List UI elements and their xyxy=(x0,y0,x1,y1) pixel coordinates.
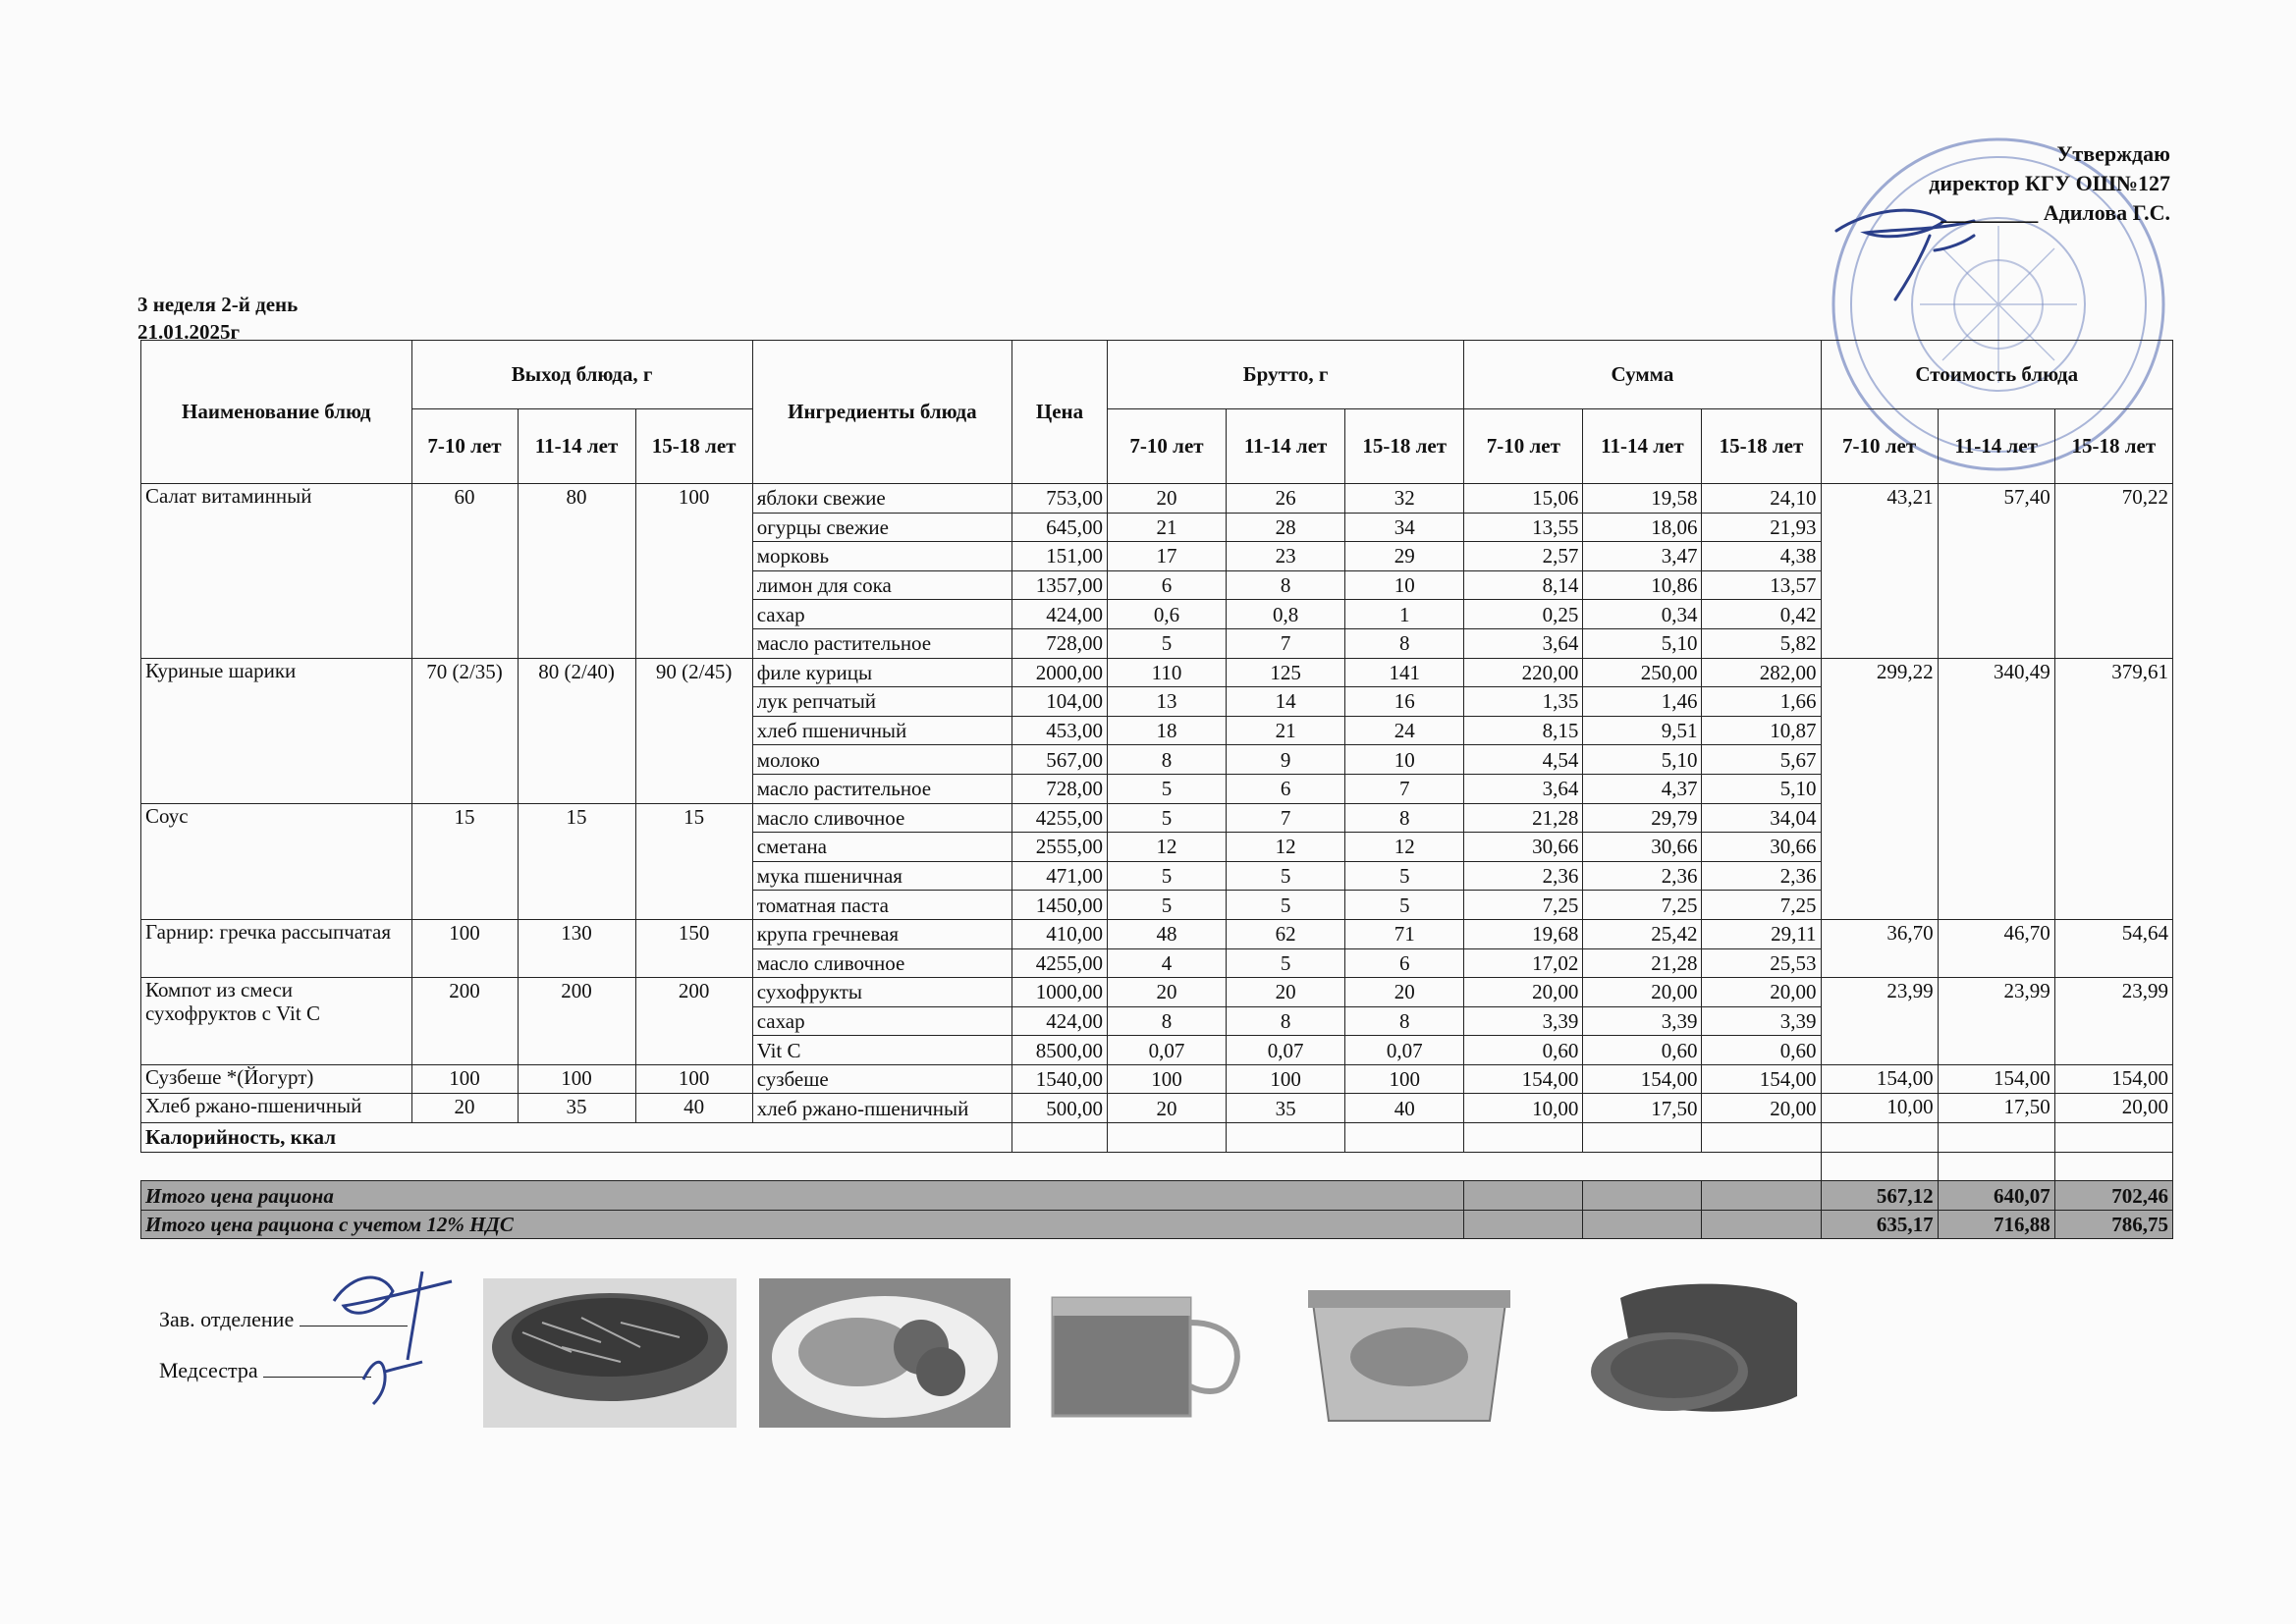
ingredient-sum: 3,64 xyxy=(1464,774,1583,803)
ingredient-brutto: 20 xyxy=(1227,978,1345,1007)
ingredient-name: хлеб пшеничный xyxy=(752,716,1011,745)
ingredient-brutto: 20 xyxy=(1345,978,1464,1007)
ingredient-sum: 20,00 xyxy=(1702,1094,1821,1123)
total-vat-value: 786,75 xyxy=(2054,1210,2172,1239)
ingredient-brutto: 0,07 xyxy=(1107,1036,1226,1065)
ingredient-brutto: 26 xyxy=(1227,484,1345,514)
dish-output: 15 xyxy=(518,803,635,919)
ingredient-price: 453,00 xyxy=(1012,716,1108,745)
dish-cost: 23,99 xyxy=(2054,978,2172,1065)
ingredient-brutto: 6 xyxy=(1107,570,1226,600)
ingredient-name: морковь xyxy=(752,542,1011,571)
ingredient-brutto: 21 xyxy=(1107,513,1226,542)
ingredient-price: 424,00 xyxy=(1012,600,1108,629)
ingredient-sum: 4,38 xyxy=(1702,542,1821,571)
ingredient-brutto: 7 xyxy=(1227,803,1345,833)
ingredient-sum: 1,66 xyxy=(1702,687,1821,717)
header-age: 11-14 лет xyxy=(1938,409,2054,484)
ingredient-sum: 9,51 xyxy=(1583,716,1702,745)
ingredient-row xyxy=(141,919,2173,948)
ingredient-price: 4255,00 xyxy=(1012,803,1108,833)
dish-cost: 20,00 xyxy=(2054,1094,2172,1123)
ingredient-name: крупа гречневая xyxy=(752,919,1011,948)
ingredient-name: яблоки свежие xyxy=(752,484,1011,514)
dish-output: 80 xyxy=(518,484,635,659)
menu-body xyxy=(141,484,2173,1123)
ingredient-price: 104,00 xyxy=(1012,687,1108,717)
dish-name: Салат витаминный xyxy=(141,484,412,659)
ingredient-name: масло сливочное xyxy=(752,948,1011,978)
calories-label: Калорийность, ккал xyxy=(141,1123,1012,1153)
header-age: 15-18 лет xyxy=(1702,409,1821,484)
header-age: 15-18 лет xyxy=(635,409,752,484)
ingredient-sum: 2,36 xyxy=(1583,861,1702,891)
ingredient-sum: 5,10 xyxy=(1583,745,1702,775)
ingredient-sum: 5,82 xyxy=(1702,628,1821,658)
ingredient-brutto: 12 xyxy=(1227,833,1345,862)
ingredient-sum: 24,10 xyxy=(1702,484,1821,514)
approval-position: директор КГУ ОШ№127 xyxy=(1929,171,2170,195)
ingredient-name: сметана xyxy=(752,833,1011,862)
dish-name: Сузбеше *(Йогурт) xyxy=(141,1064,412,1094)
ingredient-brutto: 7 xyxy=(1227,628,1345,658)
menu-table xyxy=(140,340,2173,1239)
ingredient-price: 2000,00 xyxy=(1012,658,1108,687)
ingredient-sum: 10,86 xyxy=(1583,570,1702,600)
ingredient-brutto: 8 xyxy=(1107,1006,1226,1036)
ingredient-sum: 19,68 xyxy=(1464,919,1583,948)
ingredient-brutto: 0,07 xyxy=(1227,1036,1345,1065)
dish-output: 100 xyxy=(411,919,518,977)
ingredient-price: 471,00 xyxy=(1012,861,1108,891)
ingredient-brutto: 16 xyxy=(1345,687,1464,717)
ingredient-brutto: 34 xyxy=(1345,513,1464,542)
ingredient-brutto: 12 xyxy=(1107,833,1226,862)
ingredient-name: томатная паста xyxy=(752,891,1011,920)
ingredient-brutto: 32 xyxy=(1345,484,1464,514)
ingredient-sum: 29,79 xyxy=(1583,803,1702,833)
ingredient-sum: 154,00 xyxy=(1702,1064,1821,1094)
ingredient-sum: 0,25 xyxy=(1464,600,1583,629)
ingredient-sum: 5,67 xyxy=(1702,745,1821,775)
ingredient-sum: 3,39 xyxy=(1702,1006,1821,1036)
ingredient-sum: 17,02 xyxy=(1464,948,1583,978)
compote-photo xyxy=(1033,1278,1259,1428)
ingredient-brutto: 71 xyxy=(1345,919,1464,948)
dish-cost: 54,64 xyxy=(2054,919,2172,977)
dish-output: 80 (2/40) xyxy=(518,658,635,803)
ingredient-sum: 0,60 xyxy=(1702,1036,1821,1065)
ingredient-brutto: 5 xyxy=(1227,861,1345,891)
ingredient-sum: 2,57 xyxy=(1464,542,1583,571)
dish-output: 90 (2/45) xyxy=(635,658,752,803)
ingredient-brutto: 5 xyxy=(1107,774,1226,803)
ingredient-sum: 25,42 xyxy=(1583,919,1702,948)
footer-signature-scribbles xyxy=(324,1262,471,1409)
dish-cost: 340,49 xyxy=(1938,658,2054,919)
ingredient-sum: 10,87 xyxy=(1702,716,1821,745)
calories-row xyxy=(141,1123,2173,1153)
ingredient-sum: 19,58 xyxy=(1583,484,1702,514)
ingredient-name: масло сливочное xyxy=(752,803,1011,833)
ingredient-price: 4255,00 xyxy=(1012,948,1108,978)
ingredient-price: 728,00 xyxy=(1012,628,1108,658)
ingredient-brutto: 141 xyxy=(1345,658,1464,687)
ingredient-sum: 15,06 xyxy=(1464,484,1583,514)
header-price: Цена xyxy=(1012,341,1108,484)
dish-output: 100 xyxy=(635,484,752,659)
ingredient-name: масло растительное xyxy=(752,628,1011,658)
ingredient-brutto: 18 xyxy=(1107,716,1226,745)
dish-output: 40 xyxy=(635,1094,752,1123)
ingredient-price: 1357,00 xyxy=(1012,570,1108,600)
ingredient-sum: 250,00 xyxy=(1583,658,1702,687)
ingredient-price: 410,00 xyxy=(1012,919,1108,948)
ingredient-sum: 17,50 xyxy=(1583,1094,1702,1123)
ingredient-name: сахар xyxy=(752,600,1011,629)
ingredient-brutto: 9 xyxy=(1227,745,1345,775)
ingredient-brutto: 5 xyxy=(1345,861,1464,891)
header-age: 15-18 лет xyxy=(1345,409,1464,484)
ingredient-sum: 0,42 xyxy=(1702,600,1821,629)
day-info xyxy=(137,291,298,346)
ingredient-brutto: 0,07 xyxy=(1345,1036,1464,1065)
ingredient-brutto: 8 xyxy=(1107,745,1226,775)
ingredient-brutto: 29 xyxy=(1345,542,1464,571)
ingredient-brutto: 5 xyxy=(1107,628,1226,658)
dish-cost: 17,50 xyxy=(1938,1094,2054,1123)
total-vat-value: 635,17 xyxy=(1821,1210,1938,1239)
header-ingredients: Ингредиенты блюда xyxy=(752,341,1011,484)
ingredient-sum: 5,10 xyxy=(1702,774,1821,803)
total-value: 567,12 xyxy=(1821,1181,1938,1211)
dish-output: 70 (2/35) xyxy=(411,658,518,803)
ingredient-sum: 25,53 xyxy=(1702,948,1821,978)
nurse-label: Медсестра xyxy=(159,1358,258,1382)
approval-signatory: _________ Адилова Г.С. xyxy=(1941,200,2170,225)
ingredient-brutto: 8 xyxy=(1227,570,1345,600)
ingredient-brutto: 28 xyxy=(1227,513,1345,542)
total-vat-row xyxy=(141,1210,2173,1239)
ingredient-brutto: 20 xyxy=(1107,484,1226,514)
dish-output: 200 xyxy=(518,978,635,1065)
ingredient-sum: 13,55 xyxy=(1464,513,1583,542)
ingredient-name: сухофрукты xyxy=(752,978,1011,1007)
ingredient-price: 728,00 xyxy=(1012,774,1108,803)
ingredient-sum: 20,00 xyxy=(1583,978,1702,1007)
dish-cost: 154,00 xyxy=(1938,1064,2054,1094)
ingredient-brutto: 5 xyxy=(1107,803,1226,833)
ingredient-sum: 21,28 xyxy=(1583,948,1702,978)
dish-output: 15 xyxy=(411,803,518,919)
ingredient-brutto: 35 xyxy=(1227,1094,1345,1123)
dish-output: 130 xyxy=(518,919,635,977)
ingredient-name: лимон для сока xyxy=(752,570,1011,600)
ingredient-sum: 7,25 xyxy=(1464,891,1583,920)
dish-output: 200 xyxy=(635,978,752,1065)
ingredient-price: 645,00 xyxy=(1012,513,1108,542)
dish-cost: 70,22 xyxy=(2054,484,2172,659)
ingredient-row xyxy=(141,1064,2173,1094)
ingredient-name: мука пшеничная xyxy=(752,861,1011,891)
ingredient-sum: 30,66 xyxy=(1464,833,1583,862)
ingredient-price: 1540,00 xyxy=(1012,1064,1108,1094)
ingredient-brutto: 10 xyxy=(1345,570,1464,600)
approval-title: Утверждаю xyxy=(2056,141,2170,166)
dish-cost: 299,22 xyxy=(1821,658,1938,919)
ingredient-brutto: 62 xyxy=(1227,919,1345,948)
total-value: 640,07 xyxy=(1938,1181,2054,1211)
ingredient-brutto: 5 xyxy=(1227,948,1345,978)
ingredient-price: 500,00 xyxy=(1012,1094,1108,1123)
header-age: 11-14 лет xyxy=(1583,409,1702,484)
header-age: 11-14 лет xyxy=(518,409,635,484)
dish-cost: 36,70 xyxy=(1821,919,1938,977)
header-age: 7-10 лет xyxy=(1107,409,1226,484)
ingredient-sum: 13,57 xyxy=(1702,570,1821,600)
ingredient-sum: 8,14 xyxy=(1464,570,1583,600)
ingredient-price: 151,00 xyxy=(1012,542,1108,571)
ingredient-brutto: 20 xyxy=(1107,978,1226,1007)
week-day-label: 3 неделя 2-й день xyxy=(137,293,299,316)
dish-output: 100 xyxy=(635,1064,752,1094)
ingredient-sum: 7,25 xyxy=(1702,891,1821,920)
bread-photo xyxy=(1581,1278,1807,1428)
dish-name: Куриные шарики xyxy=(141,658,412,803)
ingredient-sum: 3,39 xyxy=(1583,1006,1702,1036)
ingredient-brutto: 20 xyxy=(1107,1094,1226,1123)
ingredient-brutto: 7 xyxy=(1345,774,1464,803)
ingredient-brutto: 5 xyxy=(1227,891,1345,920)
ingredient-brutto: 125 xyxy=(1227,658,1345,687)
ingredient-sum: 10,00 xyxy=(1464,1094,1583,1123)
ingredient-row xyxy=(141,1094,2173,1123)
ingredient-sum: 0,60 xyxy=(1464,1036,1583,1065)
ingredient-name: Vit C xyxy=(752,1036,1011,1065)
ingredient-name: лук репчатый xyxy=(752,687,1011,717)
ingredient-brutto: 40 xyxy=(1345,1094,1464,1123)
header-age: 11-14 лет xyxy=(1227,409,1345,484)
dish-cost: 46,70 xyxy=(1938,919,2054,977)
ingredient-sum: 4,54 xyxy=(1464,745,1583,775)
ingredient-sum: 220,00 xyxy=(1464,658,1583,687)
ingredient-sum: 20,00 xyxy=(1702,978,1821,1007)
ingredient-sum: 5,10 xyxy=(1583,628,1702,658)
ingredient-brutto: 21 xyxy=(1227,716,1345,745)
approval-block xyxy=(1817,139,2170,228)
ingredient-sum: 0,60 xyxy=(1583,1036,1702,1065)
dish-name: Хлеб ржано-пшеничный xyxy=(141,1094,412,1123)
ingredient-brutto: 5 xyxy=(1107,861,1226,891)
ingredient-sum: 4,37 xyxy=(1583,774,1702,803)
totals-body xyxy=(141,1123,2173,1239)
ingredient-sum: 1,46 xyxy=(1583,687,1702,717)
yogurt-photo xyxy=(1293,1278,1525,1428)
header-age: 7-10 лет xyxy=(411,409,518,484)
ingredient-brutto: 8 xyxy=(1345,628,1464,658)
total-vat-value: 716,88 xyxy=(1938,1210,2054,1239)
dish-name: Соус xyxy=(141,803,412,919)
ingredient-sum: 2,36 xyxy=(1464,861,1583,891)
dish-output: 60 xyxy=(411,484,518,659)
ingredient-brutto: 10 xyxy=(1345,745,1464,775)
ingredient-sum: 154,00 xyxy=(1583,1064,1702,1094)
dish-cost: 10,00 xyxy=(1821,1094,1938,1123)
ingredient-brutto: 100 xyxy=(1107,1064,1226,1094)
ingredient-sum: 0,34 xyxy=(1583,600,1702,629)
dish-cost: 379,61 xyxy=(2054,658,2172,919)
ingredient-price: 567,00 xyxy=(1012,745,1108,775)
ingredient-brutto: 8 xyxy=(1345,803,1464,833)
ingredient-sum: 282,00 xyxy=(1702,658,1821,687)
ingredient-sum: 1,35 xyxy=(1464,687,1583,717)
ingredient-sum: 18,06 xyxy=(1583,513,1702,542)
header-age: 7-10 лет xyxy=(1821,409,1938,484)
ingredient-brutto: 110 xyxy=(1107,658,1226,687)
dish-cost: 23,99 xyxy=(1821,978,1938,1065)
ingredient-sum: 29,11 xyxy=(1702,919,1821,948)
ingredient-name: огурцы свежие xyxy=(752,513,1011,542)
ingredient-name: сахар xyxy=(752,1006,1011,1036)
ingredient-brutto: 13 xyxy=(1107,687,1226,717)
ingredient-row xyxy=(141,484,2173,514)
header-dish: Наименование блюд xyxy=(141,341,412,484)
ingredient-price: 8500,00 xyxy=(1012,1036,1108,1065)
header-age: 7-10 лет xyxy=(1464,409,1583,484)
total-value: 702,46 xyxy=(2054,1181,2172,1211)
ingredient-sum: 30,66 xyxy=(1702,833,1821,862)
spacer-row xyxy=(141,1152,2173,1181)
ingredient-brutto: 17 xyxy=(1107,542,1226,571)
dish-output: 100 xyxy=(518,1064,635,1094)
ingredient-brutto: 0,6 xyxy=(1107,600,1226,629)
ingredient-sum: 154,00 xyxy=(1464,1064,1583,1094)
ingredient-brutto: 14 xyxy=(1227,687,1345,717)
ingredient-sum: 3,64 xyxy=(1464,628,1583,658)
header-sum: Сумма xyxy=(1464,341,1821,409)
dish-cost: 23,99 xyxy=(1938,978,2054,1065)
ingredient-row xyxy=(141,658,2173,687)
ingredient-sum: 2,36 xyxy=(1702,861,1821,891)
dish-cost: 57,40 xyxy=(1938,484,2054,659)
dish-cost: 154,00 xyxy=(1821,1064,1938,1094)
ingredient-sum: 8,15 xyxy=(1464,716,1583,745)
ingredient-sum: 20,00 xyxy=(1464,978,1583,1007)
dish-output: 20 xyxy=(411,1094,518,1123)
ingredient-name: сузбеше xyxy=(752,1064,1011,1094)
ingredient-brutto: 5 xyxy=(1345,891,1464,920)
dish-output: 15 xyxy=(635,803,752,919)
ingredient-brutto: 23 xyxy=(1227,542,1345,571)
dish-output: 200 xyxy=(411,978,518,1065)
dish-cost: 43,21 xyxy=(1821,484,1938,659)
ingredient-brutto: 8 xyxy=(1227,1006,1345,1036)
head-label: Зав. отделение xyxy=(159,1307,295,1331)
ingredient-brutto: 100 xyxy=(1345,1064,1464,1094)
ingredient-brutto: 6 xyxy=(1345,948,1464,978)
menu-date: 21.01.2025г xyxy=(137,320,241,344)
ingredient-name: масло растительное xyxy=(752,774,1011,803)
dish-cost: 154,00 xyxy=(2054,1064,2172,1094)
ingredient-brutto: 0,8 xyxy=(1227,600,1345,629)
ingredient-sum: 21,93 xyxy=(1702,513,1821,542)
dish-output: 100 xyxy=(411,1064,518,1094)
ingredient-brutto: 1 xyxy=(1345,600,1464,629)
ingredient-brutto: 12 xyxy=(1345,833,1464,862)
ingredient-brutto: 24 xyxy=(1345,716,1464,745)
ingredient-row xyxy=(141,978,2173,1007)
ingredient-price: 1450,00 xyxy=(1012,891,1108,920)
dish-name: Компот из смеси сухофруктов с Vit C xyxy=(141,978,412,1065)
ingredient-sum: 3,39 xyxy=(1464,1006,1583,1036)
ingredient-brutto: 100 xyxy=(1227,1064,1345,1094)
meatballs-photo xyxy=(759,1278,1011,1428)
ingredient-sum: 21,28 xyxy=(1464,803,1583,833)
header-output: Выход блюда, г xyxy=(411,341,752,409)
header-cost: Стоимость блюда xyxy=(1821,341,2172,409)
ingredient-sum: 34,04 xyxy=(1702,803,1821,833)
ingredient-price: 1000,00 xyxy=(1012,978,1108,1007)
dish-output: 35 xyxy=(518,1094,635,1123)
ingredient-sum: 7,25 xyxy=(1583,891,1702,920)
ingredient-brutto: 48 xyxy=(1107,919,1226,948)
total-row xyxy=(141,1181,2173,1211)
ingredient-name: молоко xyxy=(752,745,1011,775)
header-brutto: Брутто, г xyxy=(1107,341,1463,409)
header-age: 15-18 лет xyxy=(2054,409,2172,484)
dish-output: 150 xyxy=(635,919,752,977)
ingredient-price: 424,00 xyxy=(1012,1006,1108,1036)
ingredient-brutto: 5 xyxy=(1107,891,1226,920)
ingredient-brutto: 4 xyxy=(1107,948,1226,978)
ingredient-name: филе курицы xyxy=(752,658,1011,687)
ingredient-price: 2555,00 xyxy=(1012,833,1108,862)
total-vat-label: Итого цена рациона с учетом 12% НДС xyxy=(141,1210,1464,1239)
total-label: Итого цена рациона xyxy=(141,1181,1464,1211)
ingredient-brutto: 8 xyxy=(1345,1006,1464,1036)
ingredient-name: хлеб ржано-пшеничный xyxy=(752,1094,1011,1123)
salad-photo xyxy=(483,1278,737,1428)
ingredient-sum: 3,47 xyxy=(1583,542,1702,571)
ingredient-brutto: 6 xyxy=(1227,774,1345,803)
ingredient-price: 753,00 xyxy=(1012,484,1108,514)
ingredient-sum: 30,66 xyxy=(1583,833,1702,862)
dish-name: Гарнир: гречка рассыпчатая xyxy=(141,919,412,977)
